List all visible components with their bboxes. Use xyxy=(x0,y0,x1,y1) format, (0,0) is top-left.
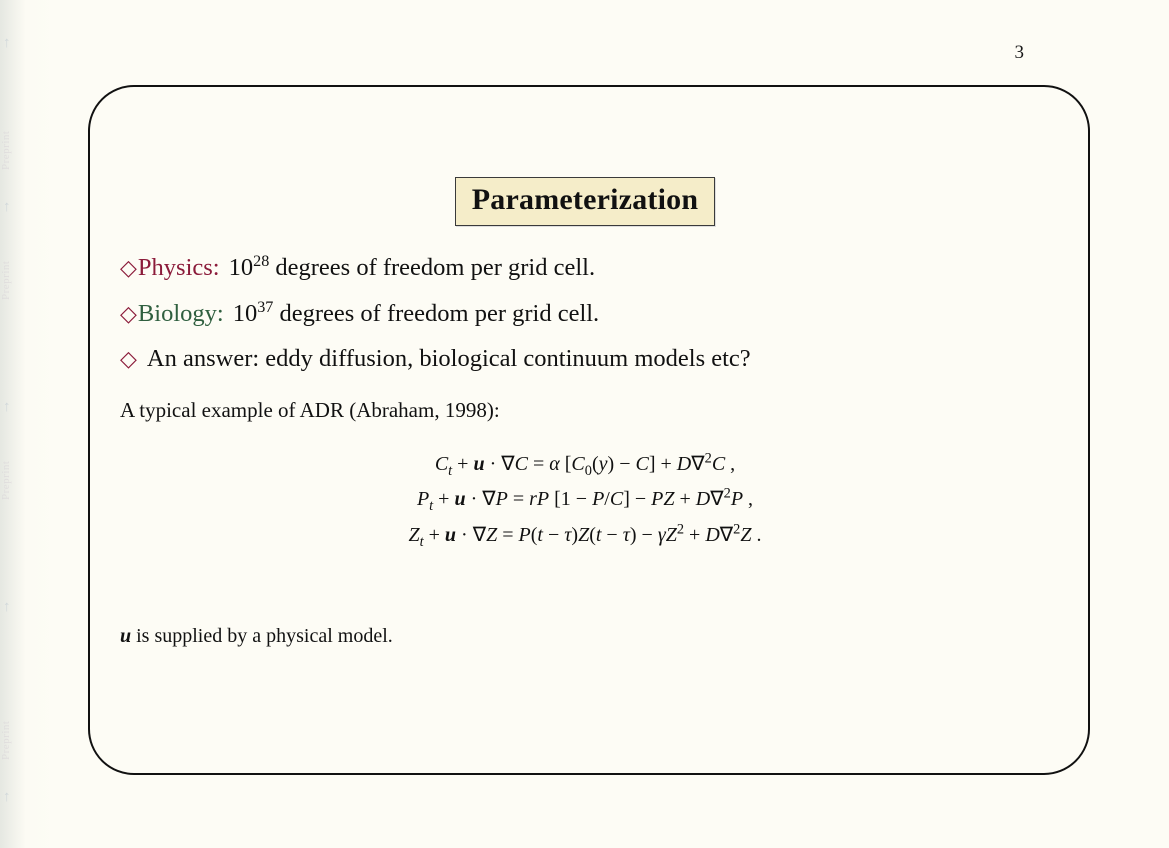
footnote xyxy=(120,625,1050,648)
bullet-text: degrees of freedom per grid cell. xyxy=(273,299,600,327)
footnote-vector-symbol: u xyxy=(120,625,132,648)
slide-content xyxy=(120,110,1050,750)
equation-block xyxy=(120,447,1050,554)
margin-arrow-icon: ↑ xyxy=(3,199,11,215)
margin-watermark-text: Preprint xyxy=(0,720,12,760)
diamond-icon: ◇ xyxy=(120,300,137,326)
page-number: 3 xyxy=(1014,42,1024,63)
margin-watermark-text: Preprint xyxy=(0,130,12,170)
bullet-value: 10 xyxy=(228,254,254,281)
margin-arrow-icon: ↑ xyxy=(3,599,11,615)
bullet-exponent: 28 xyxy=(253,252,270,270)
bullet-label-biology: Biology: xyxy=(137,299,224,327)
diamond-icon: ◇ xyxy=(120,255,137,280)
list-item xyxy=(120,252,1050,281)
slide-title-row xyxy=(120,177,1050,226)
equation-row: $P_t + u \cdot \nabla P$ = rP [1 − P/C] − PZ + D∇$^2$P , xyxy=(416,485,754,515)
equation-row: $C_t + u \cdot \nabla C = \alpha$ $[C_0(y) - C] + D\nabla^2C$ , xyxy=(434,449,736,479)
page-title: Parameterization xyxy=(455,177,715,226)
list-item xyxy=(120,298,1050,327)
bullet-text: An answer: eddy diffusion, biological continuum models etc? xyxy=(146,345,751,372)
margin-arrow-icon: ↑ xyxy=(3,35,11,51)
margin-watermark-text: Preprint xyxy=(0,260,12,300)
bullet-label-physics: Physics: xyxy=(137,254,220,281)
margin-arrow-icon: ↑ xyxy=(3,399,11,415)
bullet-list xyxy=(120,252,1050,372)
bullet-exponent: 37 xyxy=(257,298,274,316)
margin-artifacts xyxy=(0,0,30,848)
equation-caption: A typical example of ADR (Abraham, 1998): xyxy=(120,397,500,422)
margin-arrow-icon: ↑ xyxy=(3,789,11,805)
margin-watermark-text: Preprint xyxy=(0,460,12,500)
bullet-text: degrees of freedom per grid cell. xyxy=(269,254,596,281)
list-item xyxy=(120,347,1050,372)
equation-row: $Z_t + u \cdot \nabla Z = P(t - \tau)Z(t - \tau) - \gamma Z^2 + D\nabla^2Z$ . xyxy=(408,521,762,550)
diamond-icon: ◇ xyxy=(120,346,137,371)
footnote-text: is supplied by a physical model. xyxy=(131,625,393,648)
bullet-value: 10 xyxy=(232,299,258,327)
